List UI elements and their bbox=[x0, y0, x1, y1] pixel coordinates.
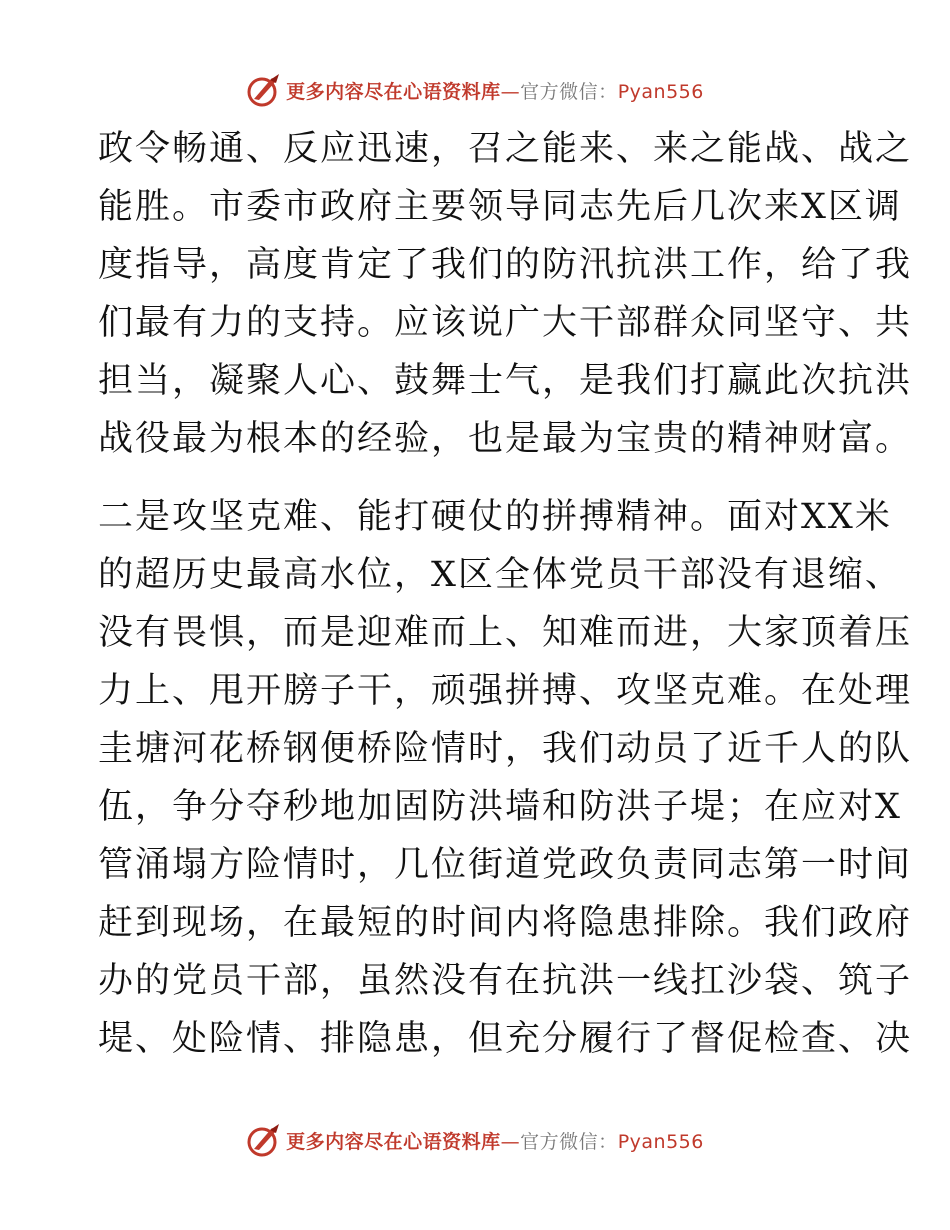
text-line: 伍，争分夺秒地加固防洪墙和防洪子堤；在应对X bbox=[98, 787, 902, 827]
header-text bbox=[286, 77, 704, 104]
quill-logo-icon bbox=[246, 1122, 282, 1158]
text-line: 力上、甩开膀子干，顽强拼搏、攻坚克难。在处理 bbox=[98, 671, 913, 711]
header-banner bbox=[0, 70, 950, 110]
text-line: 圭塘河花桥钢便桥险情时，我们动员了近千人的队 bbox=[98, 729, 913, 769]
quill-logo-icon bbox=[246, 72, 282, 108]
header-separator: — bbox=[500, 80, 521, 103]
text-line: 战役最为根本的经验，也是最为宝贵的精神财富。 bbox=[98, 419, 913, 459]
text-line: 能胜。市委市政府主要领导同志先后几次来X区调 bbox=[98, 187, 902, 227]
text-line: 政令畅通、反应迅速，召之能来、来之能战、战之 bbox=[98, 129, 913, 169]
footer-separator: — bbox=[500, 1130, 521, 1153]
footer-text bbox=[286, 1127, 704, 1154]
text-line: 赶到现场，在最短的时间内将隐患排除。我们政府 bbox=[98, 903, 913, 943]
footer-label: 官方微信： bbox=[520, 1130, 618, 1153]
text-line: 没有畏惧，而是迎难而上、知难而进，大家顶着压 bbox=[98, 613, 913, 653]
header-label: 官方微信： bbox=[520, 80, 618, 103]
text-line: 度指导，高度肯定了我们的防汛抗洪工作，给了我 bbox=[98, 245, 913, 285]
text-line: 担当，凝聚人心、鼓舞士气，是我们打赢此次抗洪 bbox=[98, 361, 913, 401]
text-line: 办的党员干部，虽然没有在抗洪一线扛沙袋、筑子 bbox=[98, 961, 913, 1001]
footer-brand: 更多内容尽在心语资料库 bbox=[286, 1130, 501, 1153]
text-line: 管涌塌方险情时，几位街道党政负责同志第一时间 bbox=[98, 845, 913, 885]
text-line: 堤、处险情、排隐患，但充分履行了督促检查、决 bbox=[98, 1019, 913, 1059]
text-line: 二是攻坚克难、能打硬仗的拼搏精神。面对XX米 bbox=[98, 497, 892, 537]
footer-wechat-id: Pyan556 bbox=[617, 1130, 704, 1153]
text-line: 们最有力的支持。应该说广大干部群众同坚守、共 bbox=[98, 303, 913, 343]
header-wechat-id: Pyan556 bbox=[617, 80, 704, 103]
footer-banner bbox=[0, 1120, 950, 1160]
header-brand: 更多内容尽在心语资料库 bbox=[286, 80, 501, 103]
text-line: 的超历史最高水位，X区全体党员干部没有退缩、 bbox=[98, 555, 902, 595]
